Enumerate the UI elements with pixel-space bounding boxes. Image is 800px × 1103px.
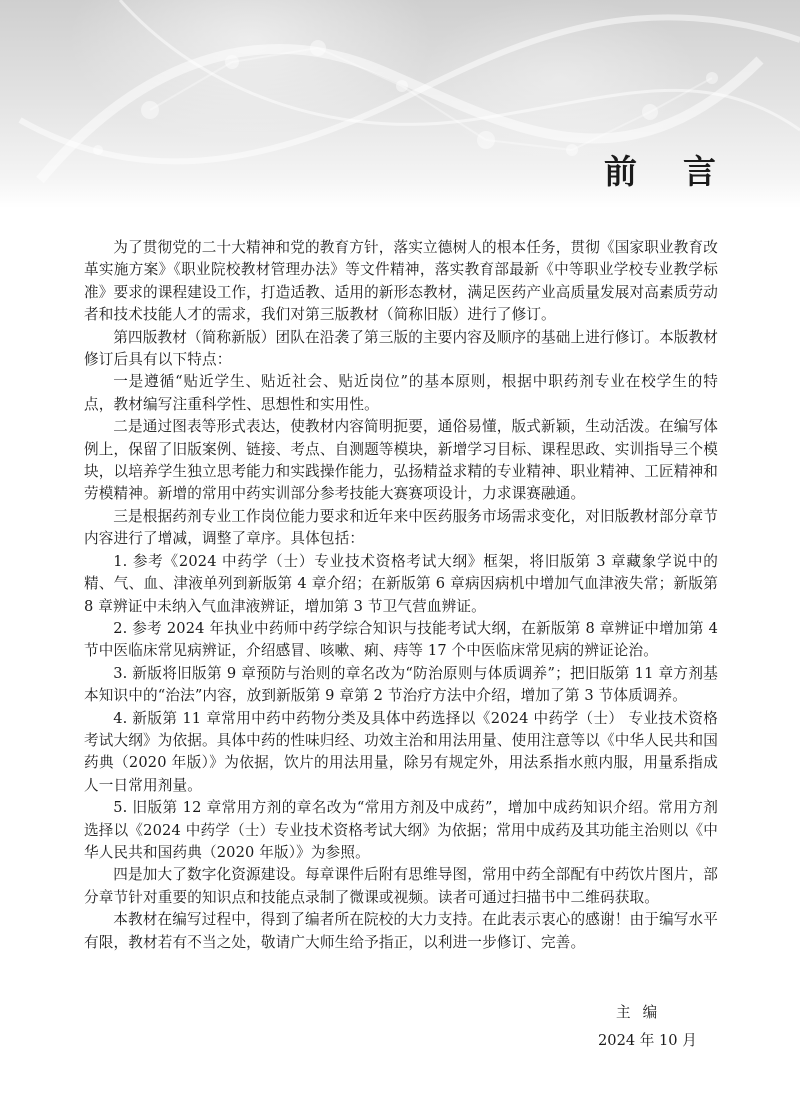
- paragraph-feature-3: 三是根据药剂专业工作岗位能力要求和近年来中医药服务市场需求变化，对旧版教材部分章节内容进行了增减，调整了章序。具体包括：: [84, 507, 718, 548]
- paragraph-revision-overview: 第四版教材（简称新版）团队在沿袭了第三版的主要内容及顺序的基础上进行修订。本版教材修订后具有以下特点：: [84, 328, 718, 369]
- preface-body: [84, 237, 718, 954]
- page-title: 前言: [604, 152, 762, 191]
- paragraph-item-5: 5. 旧版第 12 章常用方剂的章名改为“常用方剂及中成药”，增加中成药知识介绍。常用方剂选择以《2024 中药学（士）专业技术资格考试大纲》为依据；常用中成药及其功能主治则以《中华人民共和国药典（2020 年版）》为参照。: [84, 799, 718, 861]
- paragraph-feature-1: 一是遵循“贴近学生、贴近社会、贴近岗位”的基本原则，根据中职药剂专业在校学生的特点，教材编写注重科学性、思想性和实用性。: [84, 373, 718, 413]
- date: 2024 年 10 月: [598, 1032, 697, 1049]
- paragraph-feature-4: 四是加大了数字化资源建设。每章课件后附有思维导图，常用中药全部配有中药饮片图片，部分章节针对重要的知识点和技能点录制了微课或视频。读者可通过扫描书中二维码获取。: [84, 866, 718, 906]
- paragraph-item-3: 3. 新版将旧版第 9 章预防与治则的章名改为“防治原则与体质调养”；把旧版第 11 章方剂基本知识中的“治法”内容，放到新版第 9 章第 2 节治疗方法中介绍，增加了第 3 节体质调养。: [84, 664, 718, 705]
- paragraph-acknowledgement: 本教材在编写过程中，得到了编者所在院校的大力支持。在此表示衷心的感谢！由于编写水平有限，教材若有不当之处，敬请广大师生给予指正，以利进一步修订、完善。: [84, 911, 718, 951]
- paragraph-item-4: 4. 新版第 11 章常用中药中药物分类及具体中药选择以《2024 中药学（士） 专业技术资格考试大纲》为依据。具体中药的性味归经、功效主治和用法用量、使用注意等以《中华人民共和国药典（2020 年版）》为依据，饮片的用法用量，除另有规定外，用法系指水煎内服，用量系指成人一日常用剂量。: [84, 709, 718, 794]
- signature: 主编: [616, 1004, 670, 1021]
- paragraph-item-1: 1. 参考《2024 中药学（士）专业技术资格考试大纲》框架，将旧版第 3 章藏象学说中的精、气、血、津液单列到新版第 4 章介绍；在新版第 6 章病因病机中增加气血津液失常；新版第 8 章辨证中未纳入气血津液辨证，增加第 3 节卫气营血辨证。: [84, 552, 718, 615]
- paragraph-item-2: 2. 参考 2024 年执业中药师中药学综合知识与技能考试大纲，在新版第 8 章辨证中增加第 4 节中医临床常见病辨证，介绍感冒、咳嗽、痢、痔等 17 个中医临床常见病的辨证论治。: [84, 619, 718, 660]
- paragraph-feature-2: 二是通过图表等形式表达，使教材内容简明扼要，通俗易懂，版式新颖，生动活泼。在编写体例上，保留了旧版案例、链接、考点、自测题等模块，新增学习目标、课程思政、实训指导三个模块，以培养学生独立思考能力和实践操作能力，弘扬精益求精的专业精神、职业精神、工匠精神和劳模精神。新增的常用中药实训部分参考技能大赛赛项设计，力求课赛融通。: [84, 418, 718, 503]
- header-banner: [0, 0, 800, 208]
- paragraph-intro: 为了贯彻党的二十大精神和党的教育方针，落实立德树人的根本任务，贯彻《国家职业教育改革实施方案》《职业院校教材管理办法》等文件精神，落实教育部最新《中等职业学校专业教学标准》要求的课程建设工作，打造适教、适用的新形态教材，满足医药产业高质量发展对高素质劳动者和技术技能人才的需求，我们对第三版教材（简称旧版）进行了修订。: [84, 239, 718, 324]
